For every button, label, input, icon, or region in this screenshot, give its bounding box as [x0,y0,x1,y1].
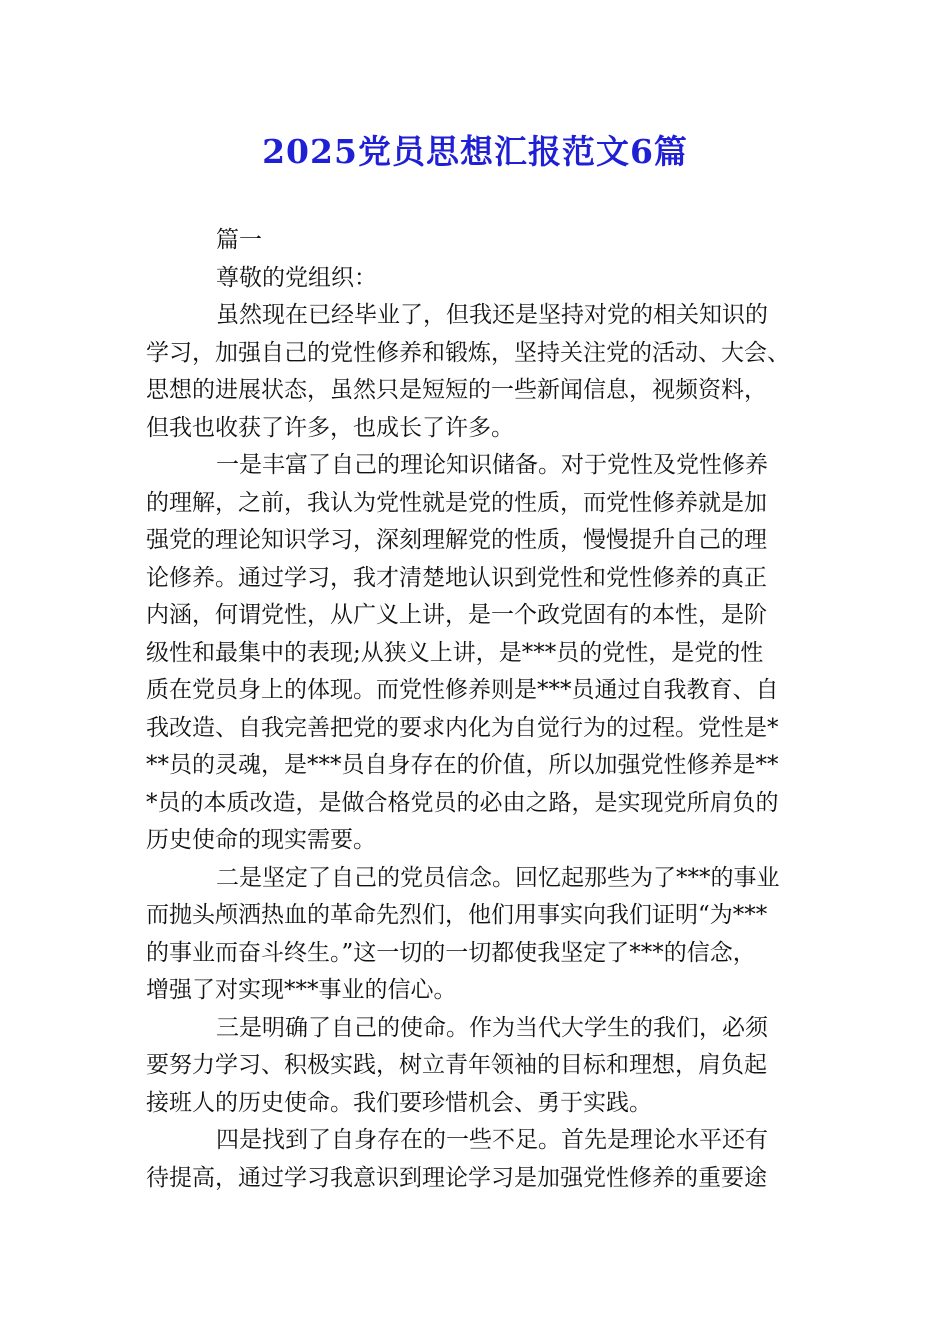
document-title: 2025党员思想汇报范文6篇 [262,132,688,171]
text-line: 一是丰富了自己的理论知识储备。对于党性及党性修养 [216,452,768,478]
text-line: 四是找到了自身存在的一些不足。首先是理论水平还有 [216,1127,768,1153]
text-line: 待提高，通过学习我意识到理论学习是加强党性修养的重要途 [146,1164,767,1191]
text-line: 的事业而奋斗终生。”这一切的一切都使我坚定了***的信念， [146,939,756,966]
text-line: 我改造、自我完善把党的要求内化为自觉行为的过程。党性是* [146,714,779,741]
text-line: 但我也收获了许多，也成长了许多。 [146,414,514,441]
text-line: 二是坚定了自己的党员信念。回忆起那些为了***的事业 [216,864,780,891]
text-line: 的理解，之前，我认为党性就是党的性质，而党性修养就是加 [146,489,767,516]
document-body [146,222,806,1197]
text-line: 增强了对实现***事业的信心。 [146,977,457,1003]
text-line: **员的灵魂，是***员自身存在的价值，所以加强党性修养是** [146,752,779,778]
text-line: 虽然现在已经毕业了，但我还是坚持对党的相关知识的 [216,302,768,328]
text-line: 而抛头颅洒热血的革命先烈们，他们用事实向我们证明“为*** [146,902,768,928]
text-line: 论修养。通过学习，我才清楚地认识到党性和党性修养的真正 [146,564,767,591]
text-line: 篇一 [216,227,262,253]
text-line: 要努力学习、积极实践，树立青年领袖的目标和理想，肩负起 [146,1052,767,1078]
text-line: *员的本质改造，是做合格党员的必由之路，是实现党所肩负的 [146,789,779,816]
text-line: 级性和最集中的表现;从狭义上讲，是***员的党性，是党的性 [146,639,764,666]
text-line: 质在党员身上的体现。而党性修养则是***员通过自我教育、自 [146,677,779,703]
text-line: 思想的进展状态，虽然只是短短的一些新闻信息，视频资料， [146,377,767,403]
text-line: 内涵，何谓党性，从广义上讲，是一个政党固有的本性，是阶 [146,602,767,628]
text-line: 强党的理论知识学习，深刻理解党的性质，慢慢提升自己的理 [146,527,767,553]
text-line: 历史使命的现实需要。 [146,827,376,853]
text-line: 学习，加强自己的党性修养和锻炼，坚持关注党的活动、大会、 [146,339,790,366]
text-line: 尊敬的党组织： [216,264,377,291]
text-line: 接班人的历史使命。我们要珍惜机会、勇于实践。 [146,1089,652,1116]
text-line: 三是明确了自己的使命。作为当代大学生的我们，必须 [216,1014,768,1041]
